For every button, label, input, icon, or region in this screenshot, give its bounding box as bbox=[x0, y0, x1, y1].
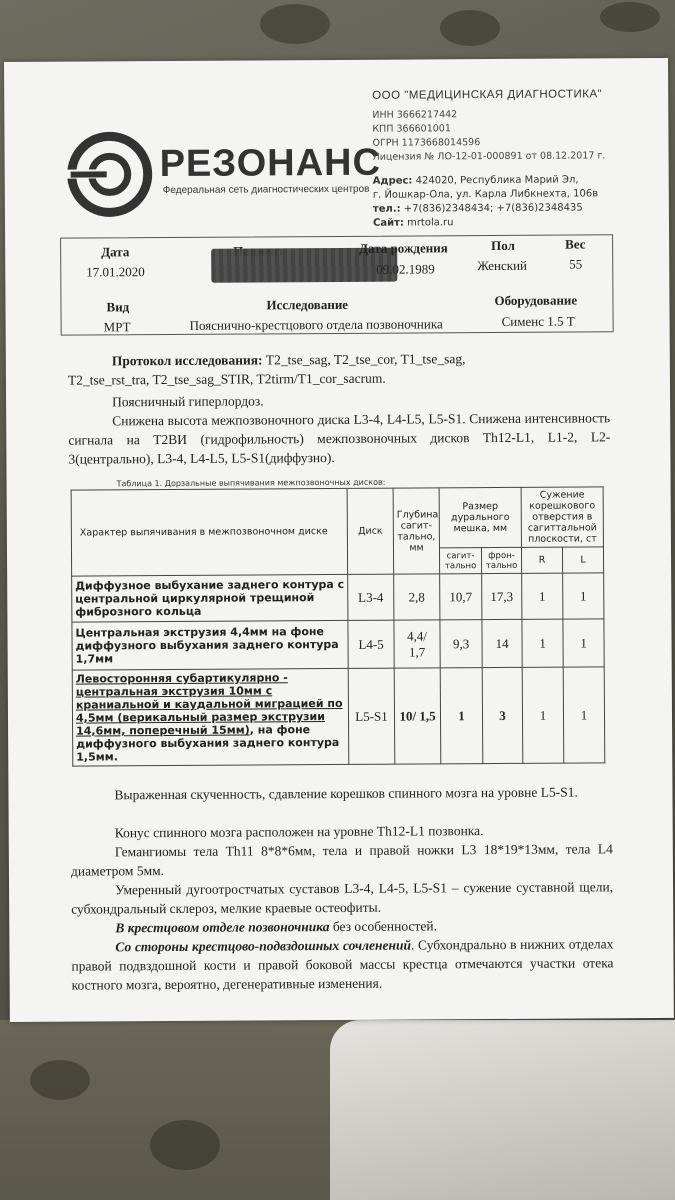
row-description: Диффузное выбухание заднего контура с центральной циркулярной трещиной фиброзного кольца bbox=[72, 574, 348, 622]
row-depth: 4,4/ 1,7 bbox=[394, 620, 440, 668]
table-row bbox=[72, 573, 604, 622]
birth-date-label: Дата рождения bbox=[359, 240, 448, 256]
finding-sacroiliac: Со стороны крестцово-подвздошных сочленений. Субхондрально в нижних отделах правой подвздошной кости и правой боковой массы крестца отмечаются участки отека костного мозга, вероятно, дегенеративные изменения. bbox=[71, 936, 614, 993]
study-value: Пояснично-крестцового отдела позвоночника bbox=[189, 316, 443, 333]
finding-facet-joints: Умеренный дугоотростчатых суставов L3-4, L4-5, L5-S1 – сужение суставной щели, субхондральный склероз, мелкие краевые остеофиты. bbox=[71, 879, 614, 917]
header-disk: Диск bbox=[347, 488, 394, 574]
row-frontal: 3 bbox=[482, 667, 523, 763]
background-stain bbox=[260, 4, 330, 44]
row-disk: L4-5 bbox=[348, 620, 394, 668]
background-stain bbox=[150, 1120, 220, 1170]
table-header-row bbox=[71, 487, 603, 550]
website: Сайт: mrtola.ru bbox=[372, 217, 454, 229]
row-right: 1 bbox=[522, 667, 564, 763]
white-cloth bbox=[330, 1020, 675, 1200]
finding-disc-height: Снижена высота межпозвоночного диска L3-4, L4-L5, L5-S1. Снижена интенсивность сигнала на Т2ВИ (гидрофильность) межпозвоночных дисков Th12-L1, L1-2, L2-3(центрально), L3-4, L4-L5, L5-S1(диффузно). bbox=[68, 410, 611, 467]
birth-date-value: 09.02.1989 bbox=[376, 261, 435, 277]
brand-name: РЕЗОНАНС bbox=[159, 141, 382, 186]
row-left: 1 bbox=[563, 573, 604, 619]
row-disk: L3-4 bbox=[348, 574, 394, 620]
row-disk: L5-S1 bbox=[348, 668, 395, 764]
row-frontal: 17,3 bbox=[482, 573, 522, 619]
resonance-logo-icon bbox=[66, 131, 153, 218]
protocol-line-2: T2_tse_rst_tra, T2_tse_sag_STIR, T2tirm/T1_cor_sacrum. bbox=[67, 370, 386, 388]
background-stain bbox=[600, 2, 660, 32]
row-sagittal: 9,3 bbox=[440, 620, 482, 668]
finding-conus: Конус спинного мозга расположен на уровне Th12-L1 позвонка. bbox=[114, 823, 484, 841]
weight-label: Вес bbox=[565, 236, 586, 252]
license: Лицензия № ЛО-12-01-000891 от 08.12.2017 г. bbox=[372, 150, 606, 163]
row-left: 1 bbox=[563, 667, 605, 763]
finding-hemangiomas: Гемангиомы тела Th11 8*8*6мм, тела и правой ножки L3 18*19*13мм, тела L4 диаметром 5мм. bbox=[70, 841, 613, 879]
kpp: КПП 366601001 bbox=[372, 123, 451, 135]
row-right: 1 bbox=[522, 619, 563, 667]
sex-value: Женский bbox=[477, 257, 528, 274]
table-row bbox=[72, 667, 605, 766]
table-caption: Таблица 1. Дорзальные выпячивания межпозвоночных дисков: bbox=[116, 477, 386, 489]
finding-crowding: Выраженная скученность, сдавление корешков спинного мозга на уровне L5-S1. bbox=[114, 784, 578, 803]
type-label: Вид bbox=[106, 299, 130, 315]
row-depth: 10/ 1,5 bbox=[394, 668, 441, 764]
ogrn: ОГРН 1173668014596 bbox=[372, 137, 481, 149]
background-stain bbox=[440, 10, 500, 46]
row-depth: 2,8 bbox=[394, 574, 440, 620]
row-sagittal: 10,7 bbox=[440, 574, 482, 620]
phone: тел.: +7(836)2348434; +7(836)2348435 bbox=[372, 202, 583, 215]
inn: ИНН 3666217442 bbox=[372, 109, 458, 121]
date-label: Дата bbox=[101, 244, 130, 260]
disc-protrusion-table bbox=[71, 486, 606, 766]
weight-value: 55 bbox=[569, 256, 583, 272]
header-foramen: Сужение корешкового отверстия в сагиттальной плоскости, ст bbox=[521, 487, 603, 547]
protocol-line-1: Протокол исследования: T2_tse_sag, T2_tse_cor, T1_tse_sag, bbox=[111, 351, 466, 369]
study-label: Исследование bbox=[266, 296, 349, 313]
address-line-2: г. Йошкар-Ола, ул. Карла Либкнехта, 106в bbox=[372, 188, 599, 201]
equipment-value: Сименс 1.5 Т bbox=[501, 313, 575, 329]
equipment-label: Оборудование bbox=[494, 292, 578, 309]
mri-report-sheet bbox=[4, 58, 674, 1022]
header-character: Характер выпячивания в межпозвоночном диске bbox=[71, 488, 348, 576]
type-value: МРТ bbox=[103, 319, 131, 335]
organization-name: ООО "МЕДИЦИНСКАЯ ДИАГНОСТИКА" bbox=[372, 88, 603, 102]
header-frontal: фрон-тально bbox=[481, 547, 521, 573]
header-depth: Глубина сагит-тально, мм bbox=[393, 488, 440, 574]
brand-tagline: Федеральная сеть диагностических центров bbox=[162, 183, 370, 197]
finding-hyperlordosis: Поясничный гиперлордоз. bbox=[112, 393, 264, 410]
header-right: R bbox=[521, 547, 562, 573]
patient-info-box bbox=[60, 234, 614, 335]
header-sagittal: сагит-тально bbox=[439, 548, 481, 574]
background-stain bbox=[30, 1060, 90, 1100]
header-dural-sac: Размер дурального мешка, мм bbox=[439, 487, 521, 547]
row-left: 1 bbox=[563, 619, 604, 667]
finding-sacrum: В крестцовом отделе позвоночника без особенностей. bbox=[115, 918, 437, 936]
header-left: L bbox=[562, 547, 603, 573]
date-value: 17.01.2020 bbox=[86, 264, 145, 280]
row-sagittal: 1 bbox=[440, 668, 483, 764]
row-description: Левосторонняя субартикулярно - центральная экструзия 10мм с краниальной и каудальной миграцией по 4,5мм (верикальный размер экструзии 14,6мм, поперечный 15мм), на фоне диффузного выбухания заднего контура 1,5мм. bbox=[72, 668, 349, 766]
row-frontal: 14 bbox=[482, 619, 522, 667]
row-right: 1 bbox=[522, 573, 563, 619]
table-row bbox=[72, 619, 604, 670]
row-description: Центральная экструзия 4,4мм на фоне диффузного выбухания заднего контура 1,7мм bbox=[72, 620, 348, 670]
address-line-1: Адрес: 424020, Республика Марий Эл, bbox=[372, 174, 579, 187]
sex-label: Пол bbox=[491, 237, 515, 254]
